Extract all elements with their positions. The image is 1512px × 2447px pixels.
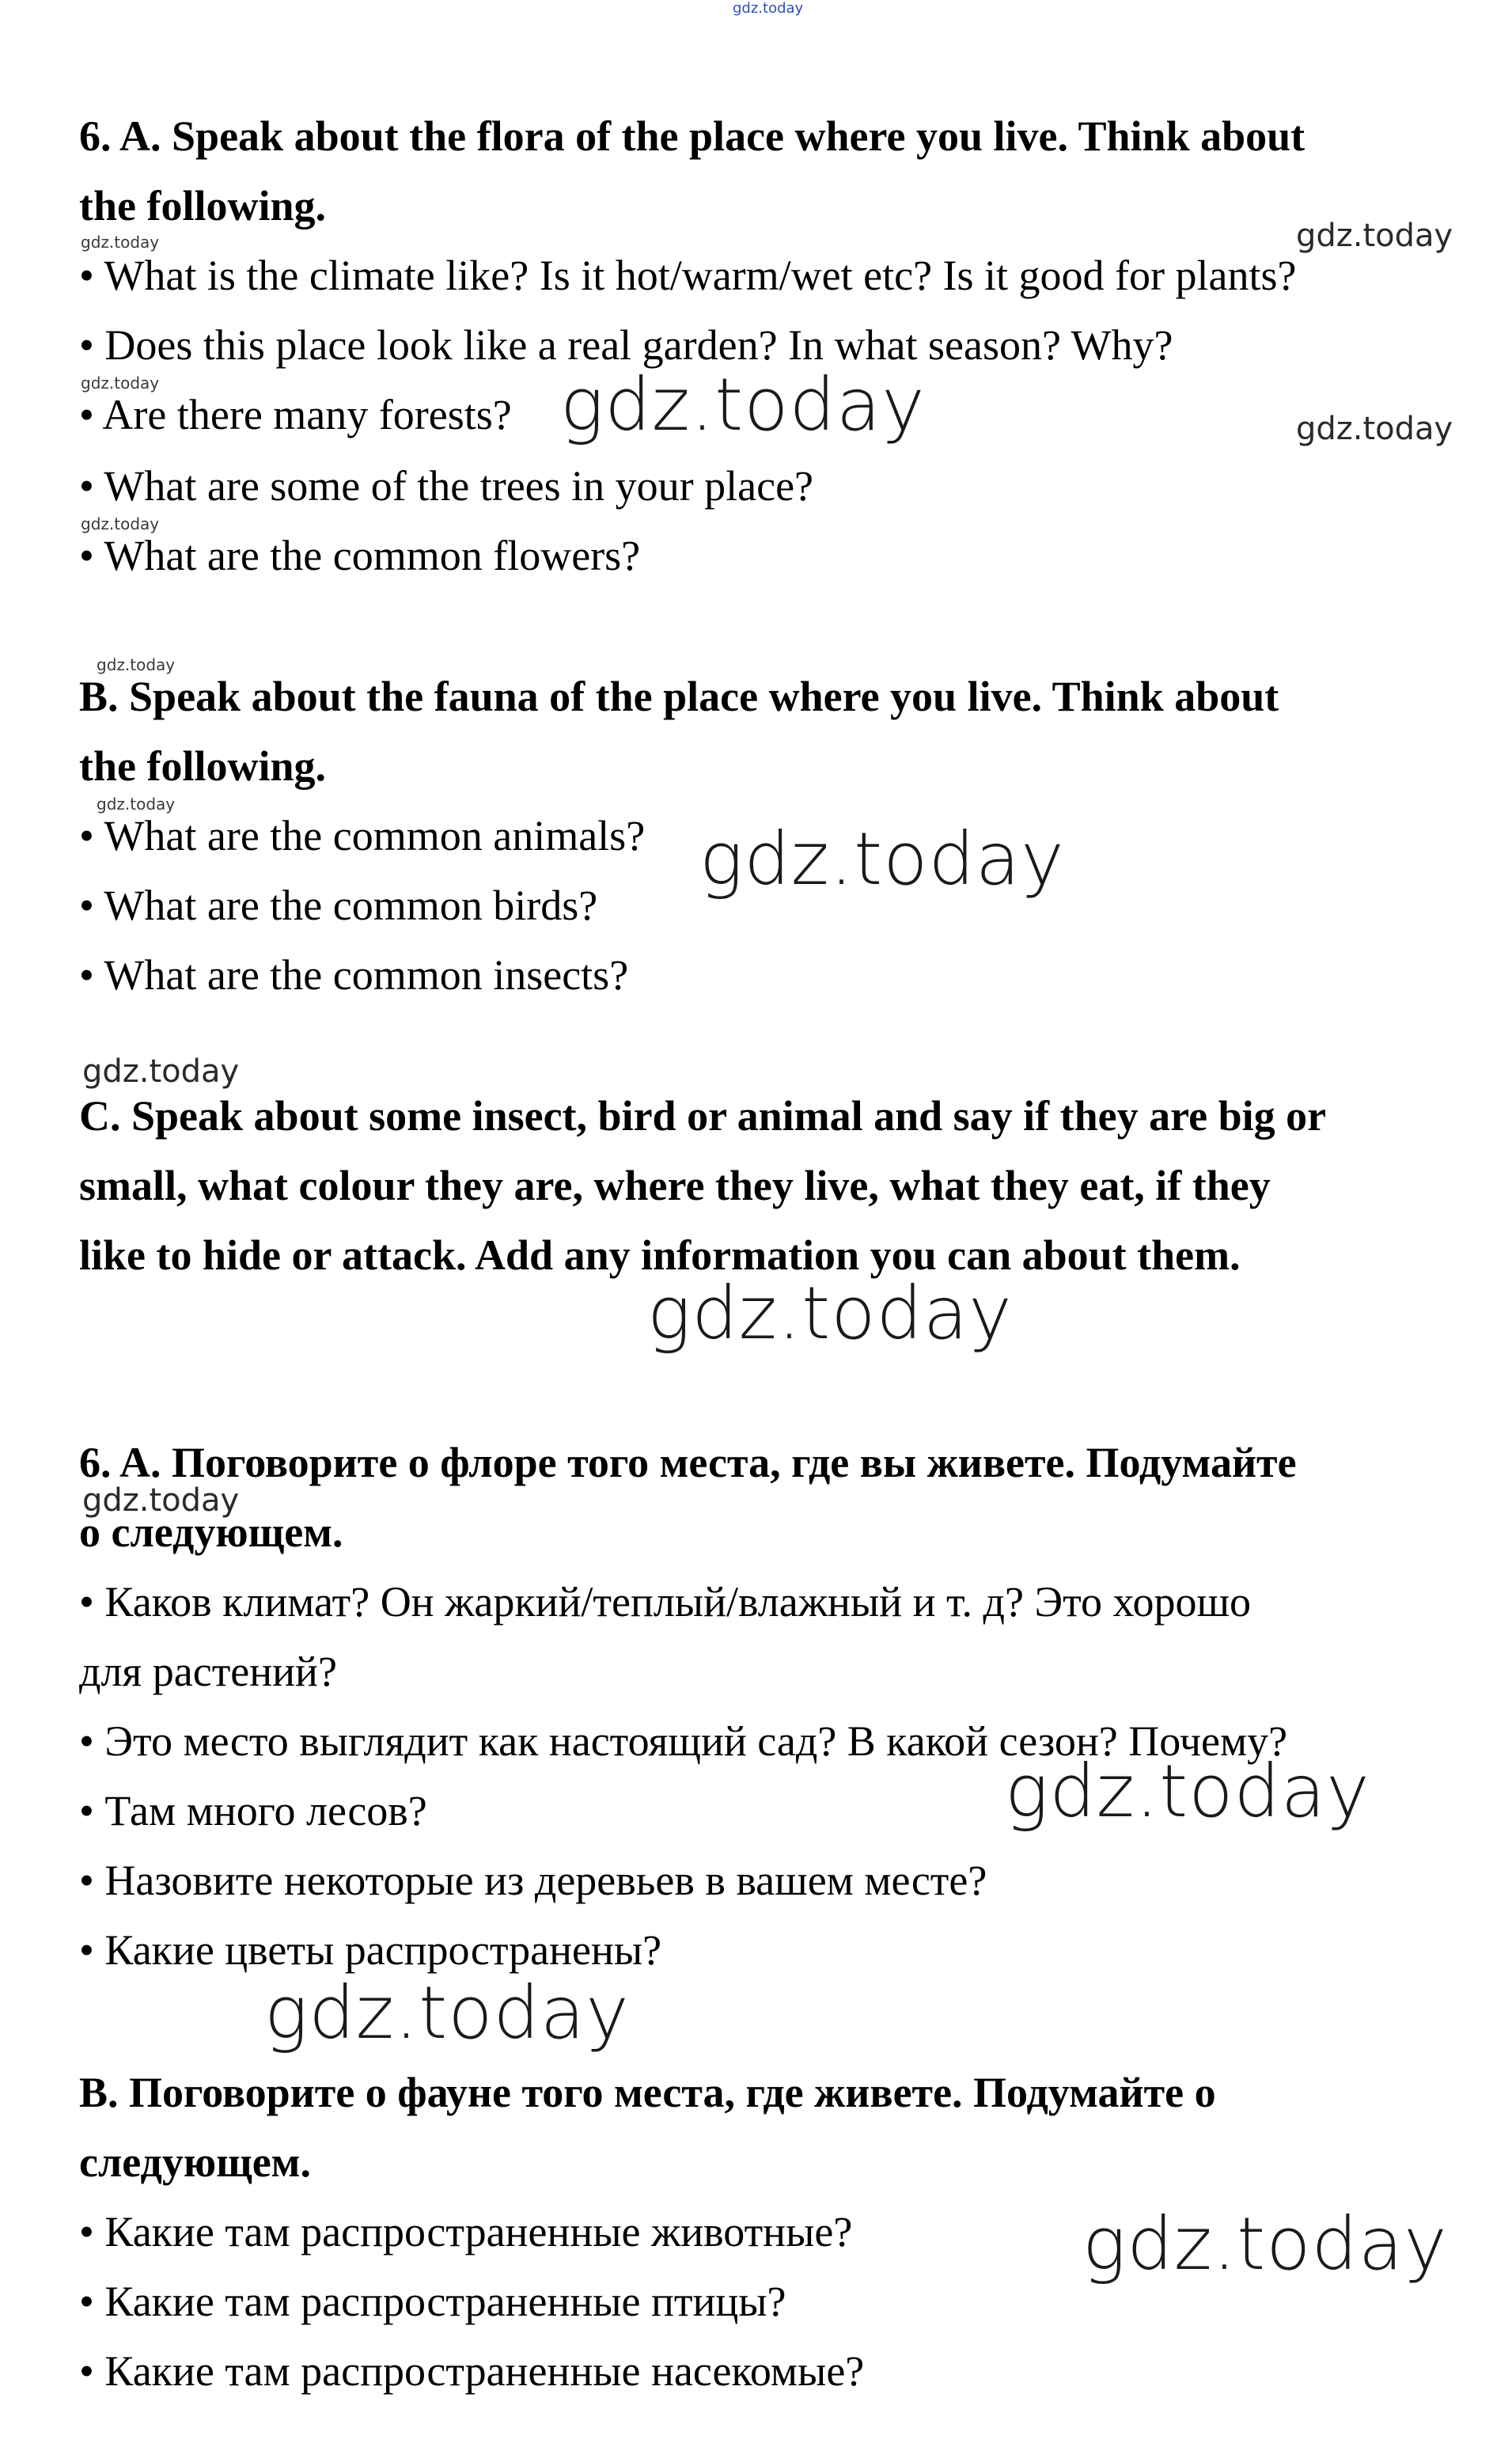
list-item: • Какие там распространенные животные? (79, 2208, 853, 2255)
section-heading: B. Поговорите о фауне того места, где живете. Подумайте о (79, 2069, 1216, 2116)
list-item: • Какие там распространенные насекомые? (79, 2347, 865, 2395)
watermark: gdz.today (82, 1482, 240, 1519)
watermark: gdz.today (1296, 218, 1453, 254)
section-heading: the following. (79, 182, 327, 230)
watermark: gdz.today (647, 1271, 1013, 1356)
list-item: • Are there many forests? (79, 391, 512, 438)
section-heading: следующем. (79, 2138, 311, 2186)
section-heading: B. Speak about the fauna of the place where you live. Think about (79, 673, 1279, 720)
watermark: gdz.today (97, 795, 176, 814)
list-item: • What is the climate like? Is it hot/warm/wet etc? Is it good for plants? (79, 252, 1297, 299)
section-heading: the following. (79, 742, 327, 790)
section-heading: small, what colour they are, where they live, what they eat, if they (79, 1162, 1271, 1209)
list-item: • Это место выглядит как настоящий сад? В какой сезон? Почему? (79, 1717, 1288, 1765)
list-item: • Там много лесов? (79, 1787, 427, 1834)
watermark: gdz.today (81, 233, 160, 252)
watermark: gdz.today (699, 817, 1065, 901)
list-item: • What are the common flowers? (79, 532, 641, 579)
watermark: gdz.today (97, 655, 176, 674)
list-item: • What are some of the trees in your place? (79, 462, 814, 510)
watermark: gdz.today (560, 362, 926, 447)
list-item: • Какие цветы распространены? (79, 1926, 662, 1974)
section-heading: like to hide or attack. Add any information you can about them. (79, 1231, 1241, 1279)
watermark: gdz.today (1082, 2202, 1448, 2286)
section-heading: 6. A. Speak about the flora of the place where you live. Think about (79, 112, 1305, 160)
list-item: • Каков климат? Он жаркий/теплый/влажный и т. д? Это хорошо (79, 1578, 1252, 1626)
watermark: gdz.today (264, 1971, 630, 2055)
watermark: gdz.today (81, 374, 160, 393)
list-item: • What are the common birds? (79, 882, 598, 929)
watermark: gdz.today (81, 514, 160, 533)
section-heading: C. Speak about some insect, bird or animal and say if they are big or (79, 1092, 1327, 1140)
section-heading: о следующем. (79, 1508, 343, 1556)
list-item: • What are the common animals? (79, 812, 646, 859)
list-item: • Does this place look like a real garden? In what season? Why? (79, 321, 1173, 369)
list-item: • Какие там распространенные птицы? (79, 2278, 786, 2325)
list-item: • Назовите некоторые из деревьев в вашем месте? (79, 1857, 987, 1904)
section-heading: 6. A. Поговорите о флоре того места, где вы живете. Подумайте (79, 1439, 1297, 1486)
watermark: gdz.today (1005, 1749, 1370, 1834)
watermark: gdz.today (733, 0, 804, 17)
watermark: gdz.today (82, 1053, 240, 1090)
list-item: • What are the common insects? (79, 951, 629, 999)
watermark: gdz.today (1296, 411, 1453, 447)
list-item: для растений? (79, 1648, 337, 1695)
